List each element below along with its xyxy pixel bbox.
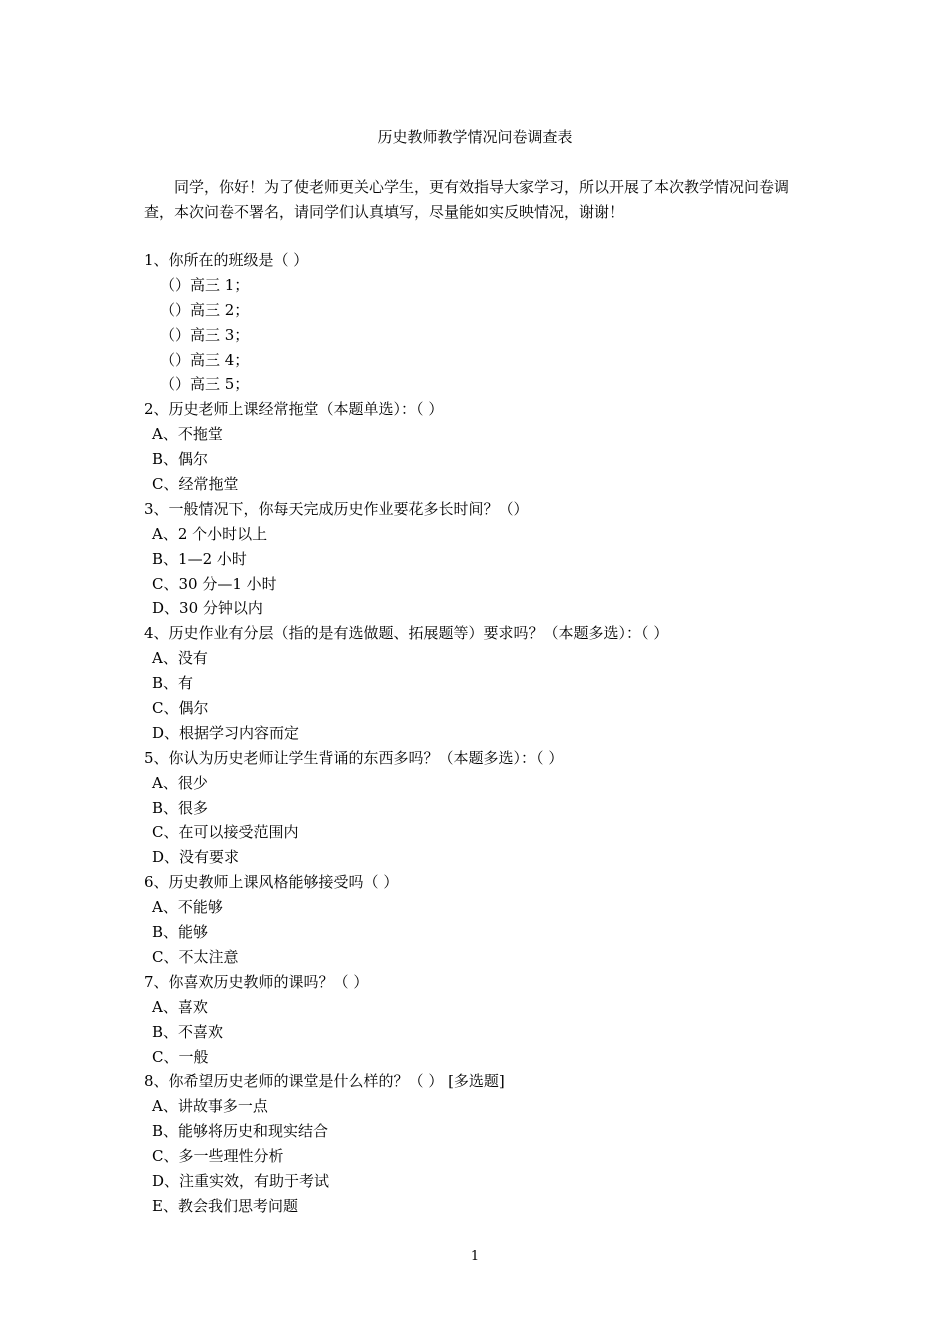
- question-7-option-2: B、不喜欢: [152, 1022, 224, 1041]
- question-1-option-5: （）高三 5；: [160, 375, 250, 394]
- question-3-option-1: A、2 个小时以上: [152, 524, 268, 543]
- question-6-option-2: B、能够: [152, 923, 209, 942]
- intro-paragraph: 同学，你好！为了使老师更关心学生，更有效指导大家学习，所以开展了本次教学情况问卷调查，本次问卷不署名，请同学们认真填写，尽量能如实反映情况，谢谢！: [144, 178, 790, 221]
- question-2-option-1: A、不拖堂: [152, 425, 223, 444]
- question-8-option-3: C、多一些理性分析: [152, 1147, 284, 1166]
- question-1: 1、你所在的班级是（ ）: [144, 251, 309, 269]
- question-8-option-5: E、教会我们思考问题: [152, 1196, 298, 1215]
- question-8-option-1: A、讲故事多一点: [152, 1097, 268, 1116]
- question-2-option-3: C、经常拖堂: [152, 475, 239, 494]
- question-7-option-3: C、一般: [152, 1047, 209, 1066]
- question-1-option-1: （）高三 1；: [160, 275, 250, 294]
- question-6-option-3: C、不太注意: [152, 947, 239, 966]
- page-number: 1: [470, 1249, 480, 1264]
- question-6-option-1: A、不能够: [152, 898, 223, 917]
- question-4-option-1: A、没有: [152, 649, 208, 668]
- question-3: 3、一般情况下，你每天完成历史作业要花多长时间？（）: [144, 499, 529, 518]
- question-list: [144, 248, 824, 1219]
- question-6: 6、历史教师上课风格能够接受吗（ ）: [144, 873, 399, 892]
- question-4: 4、历史作业有分层（指的是有选做题、拓展题等）要求吗？（本题多选）：（ ）: [144, 624, 669, 643]
- question-7: 7、你喜欢历史教师的课吗？（ ）: [144, 972, 369, 991]
- question-3-option-3: C、30 分—1 小时: [152, 574, 277, 593]
- question-8-option-4: D、注重实效，有助于考试: [152, 1171, 330, 1190]
- question-8: 8、你希望历史老师的课堂是什么样的？（ ） [多选题]: [144, 1072, 505, 1091]
- question-1-option-2: （）高三 2；: [160, 300, 250, 319]
- question-2-option-2: B、偶尔: [152, 450, 209, 469]
- question-5-option-3: C、在可以接受范围内: [152, 823, 299, 842]
- question-3-option-4: D、30 分钟以内: [152, 599, 263, 618]
- question-5: 5、你认为历史老师让学生背诵的东西多吗？（本题多选）：（ ）: [144, 748, 564, 767]
- question-7-option-1: A、喜欢: [152, 997, 208, 1016]
- question-1-option-3: （）高三 3；: [160, 325, 250, 344]
- question-5-option-4: D、没有要求: [152, 848, 240, 867]
- question-4-option-2: B、有: [152, 674, 194, 693]
- question-1-option-4: （）高三 4；: [160, 350, 250, 369]
- question-8-option-2: B、能够将历史和现实结合: [152, 1122, 329, 1141]
- page-title: 历史教师教学情况问卷调查表: [377, 128, 573, 146]
- question-4-option-4: D、根据学习内容而定: [152, 723, 300, 742]
- question-3-option-2: B、1—2 小时: [152, 549, 247, 568]
- question-2: 2、历史老师上课经常拖堂（本题单选）：（ ）: [144, 400, 444, 419]
- question-4-option-3: C、偶尔: [152, 699, 209, 718]
- question-5-option-2: B、很多: [152, 798, 209, 817]
- question-5-option-1: A、很少: [152, 773, 208, 792]
